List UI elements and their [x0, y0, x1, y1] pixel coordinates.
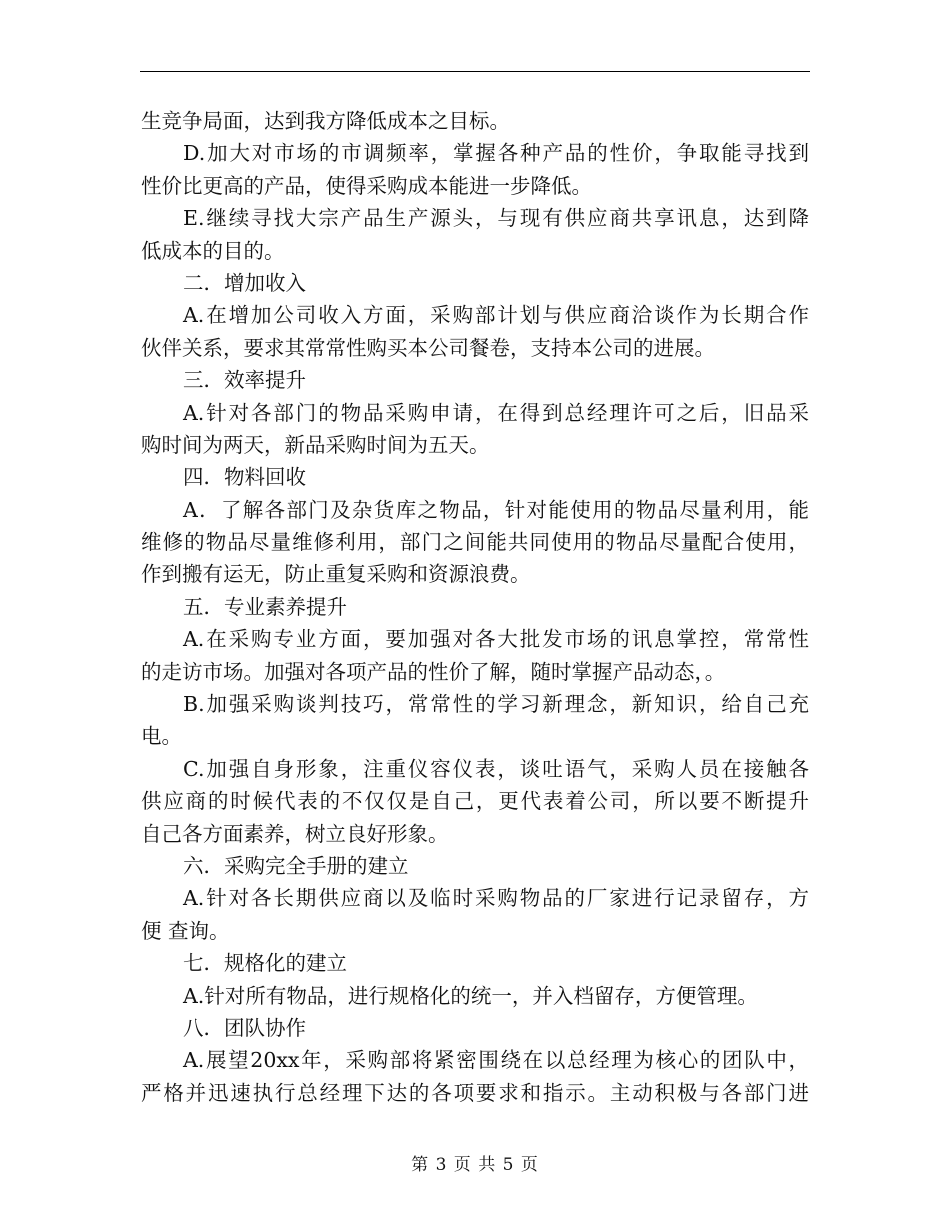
text-line: 三．效率提升: [183, 368, 306, 393]
text-line: 严格并迅速执行总经理下达的各项要求和指示。主动积极与各部门进: [141, 1080, 809, 1105]
text-line: 低成本的目的。: [141, 238, 285, 263]
text-line: A.在增加公司收入方面，采购部计划与供应商洽谈作为长期合作: [183, 303, 809, 328]
text-line: 生竞争局面，达到我方降低成本之目标。: [141, 109, 510, 133]
text-line: 八．团队协作: [183, 1015, 306, 1040]
text-line: 伙伴关系，要求其常常性购买本公司餐卷，支持本公司的进展。: [141, 335, 715, 360]
text-line: 六．采购完全手册的建立: [183, 853, 409, 878]
text-line: D.加大对市场的市调频率，掌握各种产品的性价，争取能寻找到: [183, 141, 809, 166]
text-line: 作到搬有运无，防止重复采购和资源浪费。: [141, 562, 531, 587]
text-line: A.针对各长期供应商以及临时采购物品的厂家进行记录留存，方: [183, 886, 809, 911]
text-line: A.在采购专业方面，要加强对各大批发市场的讯息掌控，常常性: [183, 627, 809, 652]
text-line: 电。: [141, 724, 182, 749]
page-number: 第 3 页 共 5 页: [411, 1155, 539, 1175]
text-line: A.针对所有物品，进行规格化的统一，并入档留存，方便管理。: [183, 983, 758, 1008]
text-line: 供应商的时候代表的不仅仅是自己，更代表着公司，所以要不断提升: [141, 789, 809, 814]
text-line: C.加强自身形象，注重仪容仪表，谈吐语气，采购人员在接触各: [183, 756, 809, 781]
text-line: A．了解各部门及杂货库之物品，针对能使用的物品尽量利用，能: [183, 497, 809, 522]
text-line: 七．规格化的建立: [183, 951, 347, 976]
text-line: A.针对各部门的物品采购申请，在得到总经理许可之后，旧品采: [183, 400, 809, 425]
text-line: 的走访市场。加强对各项产品的性价了解，随时掌握产品动态，。: [141, 659, 726, 684]
text-line: B.加强采购谈判技巧，常常性的学习新理念，新知识，给自己充: [183, 692, 809, 717]
text-line: 二．增加收入: [183, 270, 306, 295]
text-line: 五．专业素养提升: [183, 594, 347, 619]
text-line: E.继续寻找大宗产品生产源头，与现有供应商共享讯息，达到降: [183, 206, 809, 231]
text-line: 维修的物品尽量维修利用，部门之间能共同使用的物品尽量配合使用，: [141, 530, 809, 555]
text-line: 便 查询。: [141, 918, 230, 943]
document-body: [141, 105, 809, 1109]
text-line: 购时间为两天，新品采购时间为五天。: [141, 432, 490, 457]
text-line: 性价比更高的产品，使得采购成本能进一步降低。: [141, 173, 592, 198]
header-rule: [140, 71, 810, 72]
text-line: 自己各方面素养，树立良好形象。: [141, 821, 449, 846]
text-line: A.展望20xx年，采购部将紧密围绕在以总经理为核心的团队中，: [183, 1048, 809, 1073]
text-line: 四．物料回收: [183, 465, 306, 490]
